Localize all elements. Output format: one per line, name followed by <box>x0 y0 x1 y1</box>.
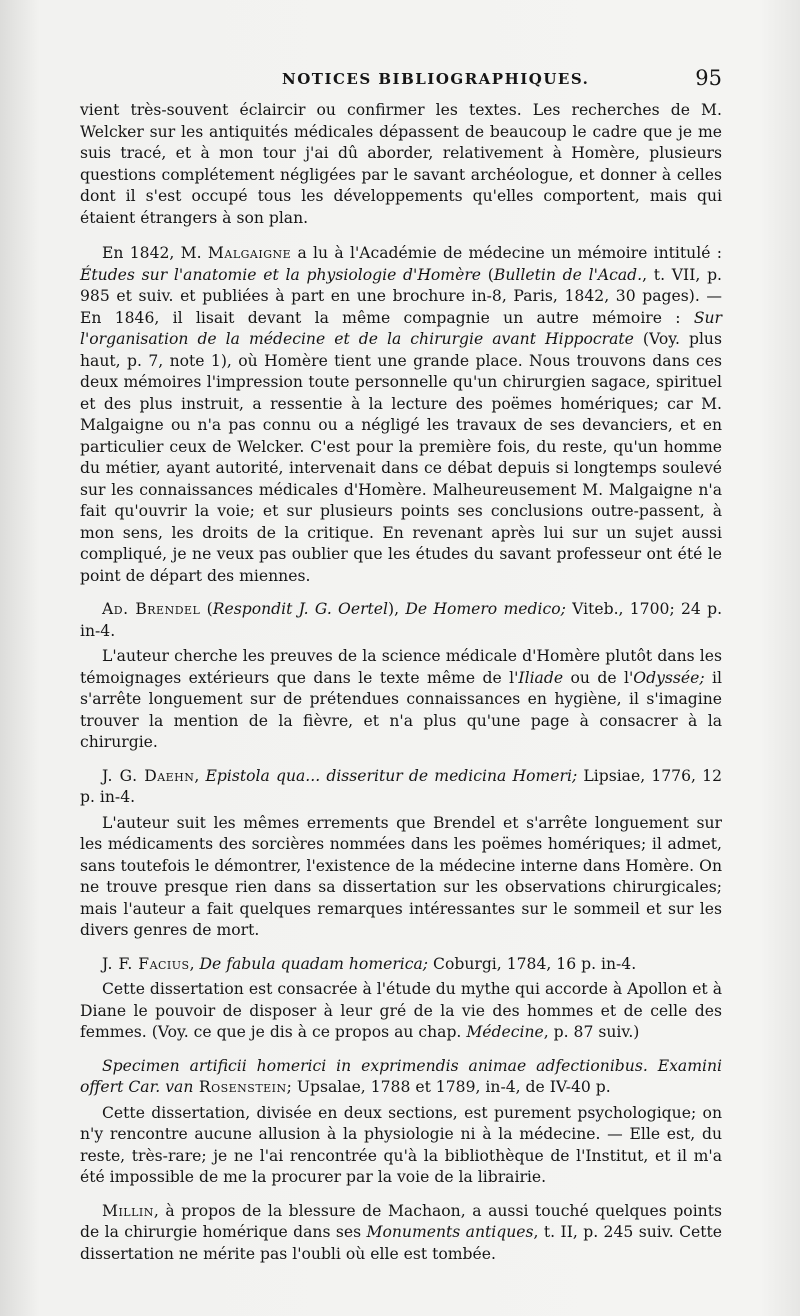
title-epistola: Epistola qua... disseritur de medicina Homeri; <box>205 766 578 785</box>
page-content <box>80 100 722 1265</box>
entry-rosenstein <box>80 1056 722 1099</box>
entry-rosenstein-body: Cette dissertation, divisée en deux sections, est purement psychologique; on n'y rencontre aucune allusion à la physiologie ni à la médecine. — Elle est, du reste, très-rare; je ne l'ai rencontrée qu'à la bibliothèque de l'Institut, et il m'a été impossible de me la procurer par la voie de la librairie. <box>80 1103 722 1186</box>
title-organisation: Sur l'organisation de la médecine et de la chirurgie avant Hippocrate <box>80 308 722 348</box>
text-run: (Voy. plus haut, p. 7, note 1), où Homère tient une grande place. Nous trouvons dans ces deux mémoires l'impression toute personnelle qu'un chirurgien sagace, spirituel et des plus instruit, a ressentie à la lecture des poëmes homériques; car M. Malgaigne ou n'a pas connu ou a négligé les travaux de ses devanciers, et en particulier ceux de Welcker. C'est pour la première fois, du reste, qu'un homme du métier, ayant autorité, intervenait dans ce débat depuis si longtemps soulevé sur les connaissances médicales d'Homère. Malheureusement M. Malgaigne n'a fait qu'ouvrir la voie; et sur plusieurs points ses conclusions outre-passent, à mon sens, les droits de la critique. En revenant après lui sur un sujet aussi compliqué, je ne veux pas oublier que les études du savant professeur ont été le point de départ des miennes. <box>80 330 722 585</box>
text-run: , à propos de la blessure de Machaon, a aussi touché quelques points de la chirurgie homérique dans ses <box>80 1201 722 1241</box>
author-malgaigne: Malgaigne <box>207 244 292 262</box>
text-run: Coburgi, 1784, 16 p. in-4. <box>428 954 637 973</box>
text-run: il s'arrête longuement sur de prétendues connaissances en hygiène, il s'imagine trouver la mention de la fièvre, et n'a plus qu'une page à consacrer à la chirurgie. <box>80 668 722 751</box>
title-iliade: Iliade <box>518 668 564 687</box>
author-millin: Millin <box>102 1201 154 1220</box>
author-daehn: J. G. Daehn <box>102 766 195 785</box>
paragraph-welcker: vient très-souvent éclaircir ou confirmer les textes. Les recherches de M. Welcker sur les antiquités médicales dépassent de beaucoup le cadre que je me suis tracé, et à mon tour j'ai dû aborder, relativement à Homère, plusieurs questions complétement négligées par le savant archéologue, et donner à celles dont il s'est occupé tous les développements qu'elles comportent, mais qui étaient étrangers à son plan. <box>80 101 722 227</box>
entry-daehn-body: L'auteur suit les mêmes errements que Brendel et s'arrête longuement sur les médicaments des sorcières nommées dans les poëmes homériques; il admet, sans toutefois le démontrer, l'existence de la médecine interne dans Homère. On ne trouve presque rien dans sa dissertation sur les observations chirurgicales; mais l'auteur a fait quelques remarques intéressantes sur le sommeil et sur les divers genres de mort. <box>80 813 722 939</box>
text-run: , <box>189 954 200 973</box>
page-number: 95 <box>695 66 722 90</box>
author-rosenstein: Rosenstein <box>193 1078 287 1096</box>
title-monuments: Monuments antiques <box>366 1223 534 1241</box>
title-bulletin: Bulletin de l'Acad. <box>493 265 643 284</box>
title-de-fabula: De fabula quadam homerica; <box>199 954 429 973</box>
author-facius: J. F. Facius <box>102 954 190 973</box>
text-run: Viteb., 1700; 24 p. in-4. <box>80 600 723 640</box>
title-de-homero-medico: De Homero medico; <box>405 600 566 618</box>
text-run: a lu à l'Académie de médecine un mémoire intitulé : <box>291 244 722 262</box>
paragraph-malgaigne <box>80 243 722 587</box>
text-run: Lipsiae, 1776, 12 p. in-4. <box>80 766 722 806</box>
text-run: ), <box>388 600 406 618</box>
text-run: L'auteur cherche les preuves de la science médicale d'Homère plutôt dans les témoignages extérieurs que dans le texte même de l' <box>80 647 722 687</box>
title-odyssee: Odyssée; <box>633 668 705 687</box>
text-run: , <box>194 766 206 785</box>
text-run: , p. 87 suiv.) <box>543 1023 640 1041</box>
entry-brendel <box>80 599 722 642</box>
running-title: NOTICES BIBLIOGRAPHIQUES. <box>282 70 590 88</box>
entry-facius <box>80 954 722 976</box>
text-run: ( <box>200 600 213 618</box>
text-run: En 1842, M. <box>102 244 208 262</box>
text-run: , t. VII, p. 985 et suiv. et publiées à part en une brochure in-8, Paris, 1842, 30 pages). — En 1846, il lisait devant la même compagnie un autre mémoire : <box>80 265 723 327</box>
text-run: ou de l' <box>563 668 634 687</box>
title-medecine: Médecine <box>466 1023 544 1041</box>
entry-facius-body <box>80 979 722 1044</box>
respondit: Respondit J. G. Oertel <box>212 600 389 618</box>
title-etudes: Études sur l'anatomie et la physiologie d'Homère <box>80 265 482 284</box>
page-header <box>82 66 722 94</box>
author-brendel: Ad. Brendel <box>102 600 201 618</box>
entry-millin <box>80 1201 722 1266</box>
text-run: ; Upsalae, 1788 et 1789, in-4, de IV-40 p. <box>286 1078 611 1096</box>
entry-brendel-body <box>80 646 722 754</box>
text-run: ( <box>481 265 494 284</box>
text-run: , t. II, p. 245 suiv. Cette dissertation ne mérite pas l'oubli où elle est tombée. <box>80 1223 722 1263</box>
entry-daehn <box>80 766 722 809</box>
text-run: Cette dissertation est consacrée à l'étude du mythe qui accorde à Apollon et à Diane le pouvoir de disposer à leur gré de la vie des hommes et de celle des femmes. (Voy. ce que je dis à ce propos au chap. <box>80 980 722 1041</box>
title-specimen: Specimen artificii homerici in exprimendis animae adfectionibus. Examini offert Car. van <box>80 1056 722 1096</box>
